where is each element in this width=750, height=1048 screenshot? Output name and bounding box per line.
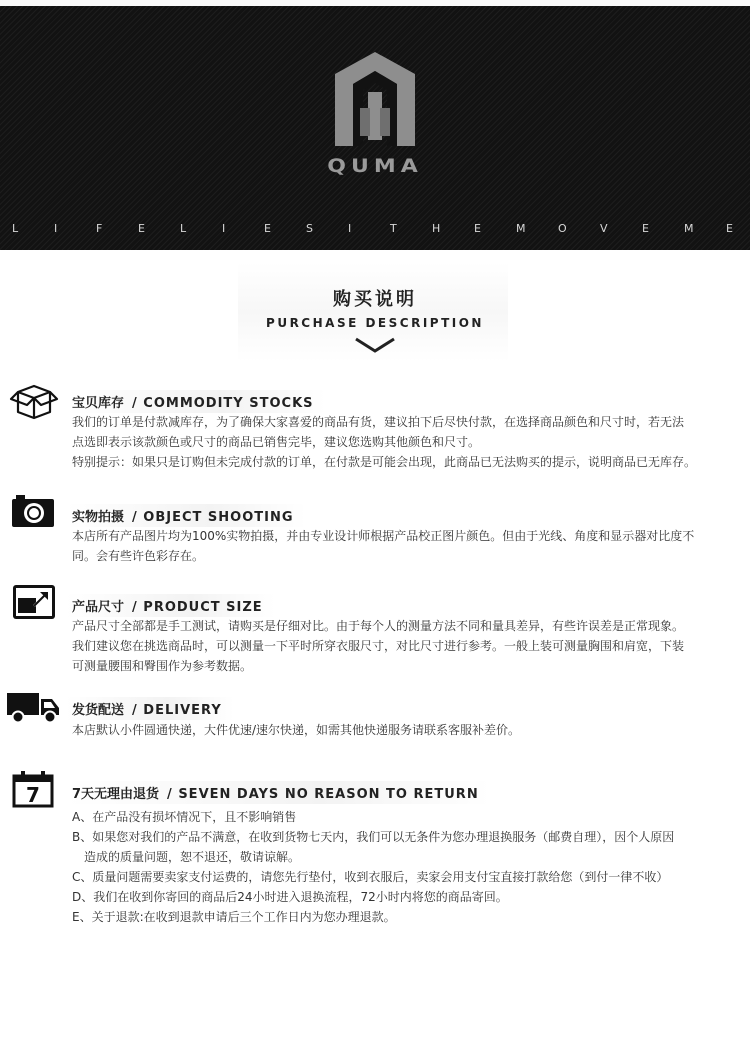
- section-text: 产品尺寸全部都是手工测试，请购买是仔细对比。由于每个人的测量方法不同和量具差异，有些许误差是正常现象。 我们建议您在挑选商品时，可以测量一下平时所穿衣服尺寸，对比尺寸进行参考。一般上装可测量胸围和肩宽，下装 可测量腰围和臀围作为参考数据。: [72, 619, 685, 673]
- page-subtitle: PURCHASE DESCRIPTION: [266, 316, 484, 330]
- section-title: 发货配送 / DELIVERY: [66, 697, 234, 720]
- slogan-letter: E: [642, 222, 649, 235]
- banner-top-strip: [0, 0, 750, 6]
- calendar-7-icon: [12, 770, 54, 808]
- slogan-letter: L: [12, 222, 19, 235]
- list-item: 造成的质量问题，恕不退还，敬请谅解。: [84, 850, 301, 864]
- brand-name: QUMA: [327, 155, 423, 178]
- slogan-letter: V: [600, 222, 608, 235]
- section-text: 本店所有产品图片均为100%实物拍摄，并由专业设计师根据产品校正图片颜色。但由于光线、角度和显示器对比度不 同。会有些许色彩存在。: [72, 529, 695, 563]
- slogan-letter: T: [390, 222, 397, 235]
- slogan-letter: I: [348, 222, 352, 235]
- slogan-letter: I: [222, 222, 226, 235]
- section-text: [72, 807, 748, 927]
- page-title: 购买说明: [333, 289, 417, 310]
- resize-icon: [12, 584, 56, 620]
- slogan-letter: S: [306, 222, 313, 235]
- truck-icon: [6, 690, 60, 724]
- box-icon: [8, 380, 60, 420]
- section-text: 本店默认小件圆通快递，大件优速/速尔快递，如需其他快递服务请联系客服补差价。: [72, 723, 521, 737]
- slogan-letter: I: [54, 222, 58, 235]
- slogan-letter: L: [180, 222, 187, 235]
- slogan-letter: F: [96, 222, 103, 235]
- chevron-down-icon: [354, 337, 396, 353]
- slogan-letter: E: [726, 222, 733, 235]
- camera-icon: [10, 494, 56, 528]
- slogan-letter: E: [138, 222, 145, 235]
- slogan-letter: M: [516, 222, 526, 235]
- slogan-letter: H: [432, 222, 441, 235]
- slogan-letter: E: [474, 222, 481, 235]
- slogan-letter: O: [558, 222, 567, 235]
- brand-banner: [0, 0, 750, 250]
- list-item: A、在产品没有损坏情况下，且不影响销售: [72, 810, 297, 824]
- quma-logo-icon: [300, 48, 450, 152]
- slogan: [0, 222, 750, 238]
- list-item: D、我们在收到你寄回的商品后24小时进入退换流程，72小时内将您的商品寄回。: [72, 890, 508, 904]
- list-item: E、关于退款:在收到退款申请后三个工作日内为您办理退款。: [72, 910, 396, 924]
- slogan-letter: E: [264, 222, 271, 235]
- list-item: C、质量问题需要卖家支付运费的，请您先行垫付，收到衣服后，卖家会用支付宝直接打款给您（到付一律不收）: [72, 870, 669, 884]
- section-title: 产品尺寸 / PRODUCT SIZE: [66, 594, 275, 617]
- slogan-letter: M: [684, 222, 694, 235]
- section-title: 实物拍摄 / OBJECT SHOOTING: [66, 504, 306, 527]
- section-text: 我们的订单是付款减库存，为了确保大家喜爱的商品有货，建议拍下后尽快付款，在选择商品颜色和尺寸时，若无法 点选即表示该款颜色或尺寸的商品已销售完毕，建议您选购其他颜色和尺寸。 特别提示：如果只是订购但未完成付款的订单，在付款是可能会出现，此商品已无法购买的提示，说明商品已无库存。: [72, 415, 697, 469]
- list-item: B、如果您对我们的产品不满意，在收到货物七天内，我们可以无条件为您办理退换服务（邮费自理），因个人原因: [72, 830, 675, 844]
- section-title: 7天无理由退货 / SEVEN DAYS NO REASON TO RETURN: [66, 781, 491, 804]
- section-title: 宝贝库存 / COMMODITY STOCKS: [66, 390, 326, 413]
- svg-text:7: 7: [26, 783, 40, 807]
